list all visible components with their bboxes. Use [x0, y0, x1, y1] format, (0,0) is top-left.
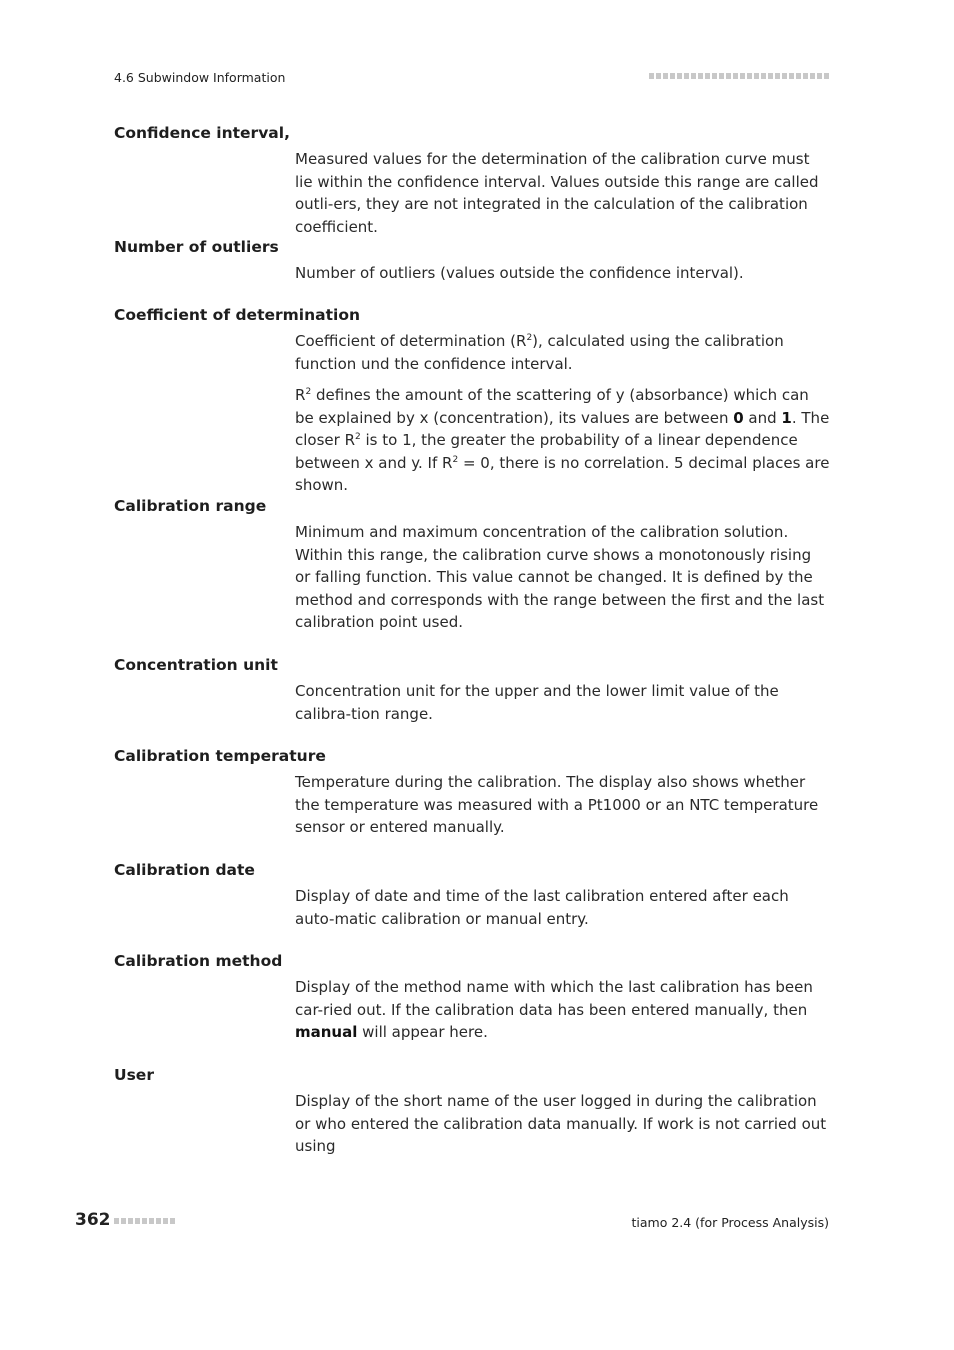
term-description: [295, 330, 830, 497]
description-paragraph: Display of the short name of the user logged in during the calibration or who entered the calibration data manually. If work is not carried out using: [295, 1092, 827, 1155]
description-paragraph: Measured values for the determination of the calibration curve must lie within the confidence interval. Values outside this range are called outli-ers, they are not integrated in the calculation of the calibration coefficient.: [295, 150, 819, 236]
page-number: 362: [75, 1210, 111, 1230]
term-description: [295, 771, 830, 839]
term-heading: Confidence interval,: [114, 124, 290, 142]
entry-coefficient-of-determination: [114, 304, 830, 506]
term-heading: Calibration range: [114, 497, 267, 515]
term-description: [295, 148, 830, 238]
entry-user: [114, 1064, 830, 1167]
term-heading: Calibration temperature: [114, 747, 326, 765]
entry-calibration-method: [114, 950, 830, 1053]
entry-number-of-outliers: [114, 236, 830, 294]
entry-calibration-date: [114, 859, 830, 939]
term-description: [295, 885, 830, 930]
term-heading: Coefficient of determination: [114, 306, 361, 324]
header-decoration: [649, 73, 829, 79]
term-heading: Concentration unit: [114, 656, 278, 674]
description-paragraph: Display of the method name with which the last calibration has been car-ried out. If the calibration data has been entered manually, then manual will appear here.: [295, 978, 813, 1041]
term-description: [295, 1090, 830, 1158]
description-paragraph: Concentration unit for the upper and the lower limit value of the calibra-tion range.: [295, 682, 779, 723]
description-paragraph: Display of date and time of the last calibration entered after each auto-matic calibration or manual entry.: [295, 887, 789, 928]
description-paragraph: Temperature during the calibration. The display also shows whether the temperature was measured with a Pt1000 or an NTC temperature sensor or entered manually.: [295, 773, 819, 836]
running-header: 4.6 Subwindow Information: [114, 70, 286, 85]
entry-confidence-interval: [114, 122, 830, 247]
description-paragraph: $R^2$ defines the amount of the scattering of y (absorbance) which can be explained by x (concentration), its values are between 0 and 1. The closer $R^2$ is to 1, the greater the probability of a linear dependence between x and y. If $R^2 = 0$, there is no correlation. 5 decimal places are shown.: [295, 386, 830, 494]
term-heading: Number of outliers: [114, 238, 279, 256]
term-description: [295, 976, 830, 1044]
entry-calibration-range: [114, 495, 830, 643]
description-paragraph: Coefficient of determination $(R^2)$, calculated using the calibration function und the confidence interval.: [295, 332, 784, 373]
footer-decoration: [114, 1218, 175, 1224]
term-description: [295, 680, 830, 725]
footer-product-title: tiamo 2.4 (for Process Analysis): [631, 1215, 829, 1230]
term-description: [295, 262, 830, 285]
term-description: [295, 521, 830, 634]
description-paragraph: Minimum and maximum concentration of the calibration solution. Within this range, the calibration curve shows a monotonously rising or falling function. This value cannot be changed. It is defined by the method and corresponds with the range between the first and the last calibration point used.: [295, 523, 825, 631]
entry-concentration-unit: [114, 654, 830, 734]
entry-calibration-temperature: [114, 745, 830, 848]
term-heading: Calibration date: [114, 861, 255, 879]
term-heading: Calibration method: [114, 952, 283, 970]
description-paragraph: Number of outliers (values outside the confidence interval).: [295, 264, 744, 282]
term-heading: User: [114, 1066, 154, 1084]
